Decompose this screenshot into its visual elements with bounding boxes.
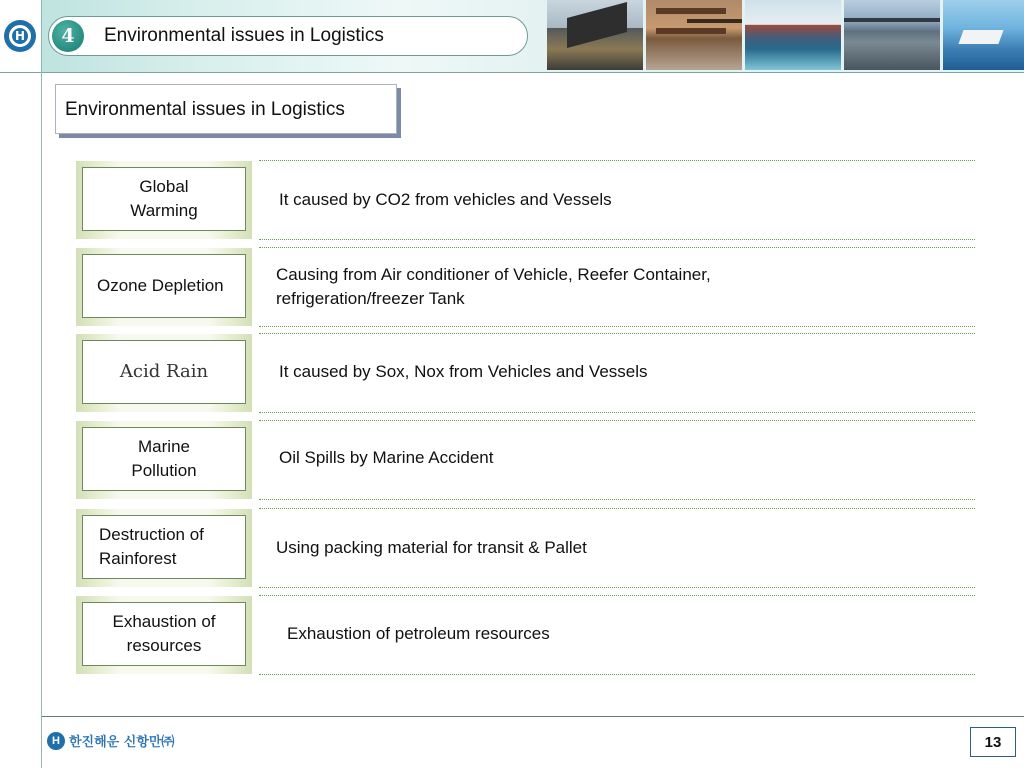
- issue-description: Causing from Air conditioner of Vehicle, Reefer Container, refrigeration/freezer Tank: [276, 265, 711, 308]
- port-crane-icon: [547, 0, 643, 70]
- issue-label: Exhaustion of resources: [82, 602, 246, 666]
- issue-row-destruction-rainforest: [76, 509, 976, 587]
- slide-title: Environmental issues in Logistics: [104, 25, 384, 46]
- issue-label: Global Warming: [82, 167, 246, 231]
- company-logo-icon: H: [47, 732, 65, 750]
- footer-divider: [42, 716, 1024, 717]
- issue-row-global-warming: [76, 161, 976, 239]
- issue-label: Marine Pollution: [82, 427, 246, 491]
- bridge-harbor-icon: [844, 0, 940, 70]
- issue-description: Using packing material for transit & Pallet: [276, 538, 587, 557]
- container-ship-icon: [745, 0, 841, 70]
- issue-label: Destruction of Rainforest: [82, 515, 246, 579]
- issue-label: Ozone Depletion: [82, 254, 246, 318]
- section-heading-box: [55, 84, 397, 134]
- left-divider: [41, 0, 42, 768]
- issue-label: Acid Rain: [82, 340, 246, 404]
- company-name: 한진해운 신항만㈜: [69, 735, 175, 750]
- container-yard-icon: [646, 0, 742, 70]
- page-number: 13: [970, 727, 1016, 757]
- title-pill: [48, 16, 528, 56]
- issue-description: Exhaustion of petroleum resources: [287, 624, 550, 643]
- issue-row-acid-rain: [76, 334, 976, 412]
- issue-description: Oil Spills by Marine Accident: [279, 448, 494, 467]
- issue-description: It caused by Sox, Nox from Vehicles and Vessels: [279, 362, 648, 381]
- slide-header: [0, 0, 1024, 73]
- vessel-sea-icon: [943, 0, 1024, 70]
- issue-description: It caused by CO2 from vehicles and Vessels: [279, 190, 612, 209]
- footer-company-logo: [47, 731, 174, 750]
- section-heading: Environmental issues in Logistics: [65, 99, 345, 120]
- photo-strip: [547, 0, 1024, 70]
- issue-row-exhaustion-resources: [76, 596, 976, 674]
- issue-row-ozone-depletion: [76, 248, 976, 326]
- section-number-badge: 4: [52, 20, 84, 52]
- issue-row-marine-pollution: [76, 421, 976, 499]
- company-logo-icon: H: [4, 20, 36, 52]
